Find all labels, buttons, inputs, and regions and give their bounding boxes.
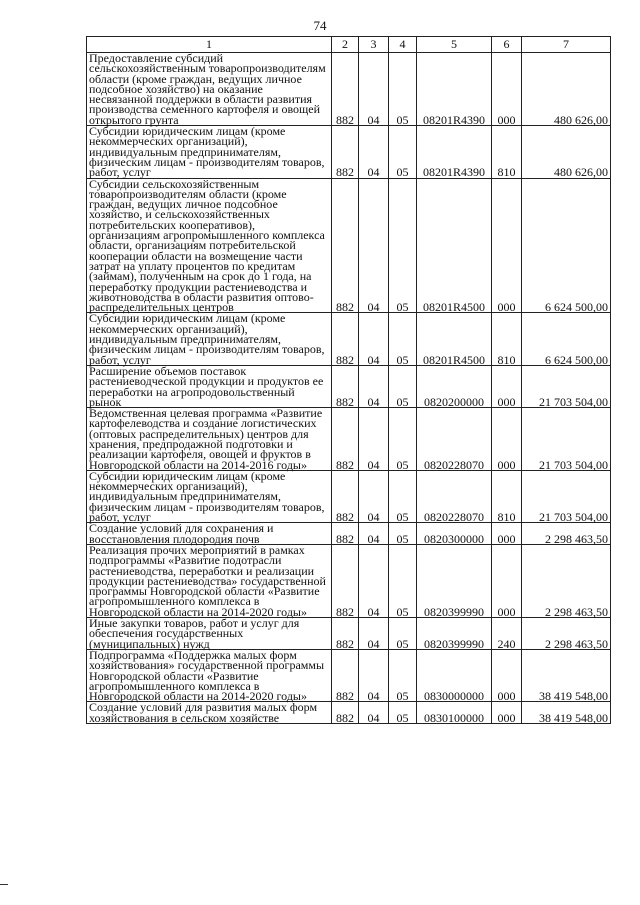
row-description: Субсидии юридическим лицам (кроме некоммерческих организаций), индивидуальным предпринимателям, физическим лицам - производителям товаров, работ, услуг: [87, 313, 332, 365]
amount: 21 703 504,00: [522, 470, 611, 522]
row-description: Субсидии сельскохозяйственным товаропроизводителям области (кроме граждан, ведущих личное подсобное хозяйство, и сельскохозяйственных потребительских кооперативов), организациям агропромышленного комплекса области, организациям потребительской кооперации области на возмещение части затрат на уплату процентов по кредитам (займам), полученным на срок до 1 года, на переработку продукции растениеводства и животноводства в области развития оптово-распределительных центров: [87, 178, 332, 313]
table-row: [87, 408, 611, 471]
table-row: [87, 53, 611, 126]
row-description: Субсидии юридическим лицам (кроме некоммерческих организаций), индивидуальным предпринимателям, физическим лицам - производителям товаров, работ, услуг: [87, 470, 332, 522]
section-code: 04: [359, 53, 389, 126]
row-description: Создание условий для развития малых форм хозяйствования в сельском хозяйстве: [87, 702, 332, 724]
section-code: 04: [359, 649, 389, 701]
department-code: 882: [332, 53, 359, 126]
amount: 2 298 463,50: [522, 523, 611, 545]
target-article-code: 0820200000: [417, 365, 492, 407]
target-article-code: 0830100000: [417, 702, 492, 724]
amount: 480 626,00: [522, 53, 611, 126]
target-article-code: 0820399990: [417, 618, 492, 650]
row-description: Расширение объемов поставок растениеводческой продукции и продуктов ее переработки на агропродовольственный рынок: [87, 365, 332, 407]
table-row: [87, 470, 611, 522]
subsection-code: 05: [389, 702, 417, 724]
table-row: [87, 313, 611, 365]
target-article-code: 08201R4500: [417, 178, 492, 313]
target-article-code: 0820228070: [417, 408, 492, 471]
subsection-code: 05: [389, 126, 417, 178]
department-code: 882: [332, 544, 359, 617]
row-description: Иные закупки товаров, работ и услуг для обеспечения государственных (муниципальных) нужд: [87, 618, 332, 650]
table-row: [87, 544, 611, 617]
section-code: 04: [359, 126, 389, 178]
expense-type-code: 000: [492, 523, 522, 545]
section-code: 04: [359, 178, 389, 313]
amount: 480 626,00: [522, 126, 611, 178]
row-description: Создание условий для сохранения и восстановления плодородия почв: [87, 523, 332, 545]
section-code: 04: [359, 618, 389, 650]
section-code: 04: [359, 313, 389, 365]
table-row: [87, 523, 611, 545]
budget-table: [86, 36, 611, 724]
table-row: [87, 126, 611, 178]
target-article-code: 0820228070: [417, 470, 492, 522]
subsection-code: 05: [389, 313, 417, 365]
expense-type-code: 000: [492, 544, 522, 617]
department-code: 882: [332, 313, 359, 365]
department-code: 882: [332, 618, 359, 650]
row-description: Реализация прочих мероприятий в рамках подпрограммы «Развитие подотрасли растениеводства, переработки и реализации продукции растениеводства» государственной программы Новгородской области «Развитие агропромышленного комплекса в Новгородской области на 2014-2020 годы»: [87, 544, 332, 617]
department-code: 882: [332, 178, 359, 313]
target-article-code: 08201R4500: [417, 313, 492, 365]
department-code: 882: [332, 523, 359, 545]
table-row: [87, 618, 611, 650]
department-code: 882: [332, 470, 359, 522]
department-code: 882: [332, 126, 359, 178]
column-header: 5: [417, 37, 492, 53]
amount: 21 703 504,00: [522, 365, 611, 407]
expense-type-code: 810: [492, 470, 522, 522]
subsection-code: 05: [389, 178, 417, 313]
page-number: 74: [313, 18, 327, 33]
table-row: [87, 702, 611, 724]
row-description: Предоставление субсидий сельскохозяйственным товаропроизводителям области (кроме граждан, ведущих личное подсобное хозяйство) на оказание несвязанной поддержки в области развития производства семенного картофеля и овощей открытого грунта: [87, 53, 332, 126]
subsection-code: 05: [389, 365, 417, 407]
target-article-code: 08201R4390: [417, 126, 492, 178]
column-header: 7: [522, 37, 611, 53]
column-header: 2: [332, 37, 359, 53]
section-code: 04: [359, 544, 389, 617]
row-description: Субсидии юридическим лицам (кроме некоммерческих организаций), индивидуальным предпринимателям, физическим лицам - производителям товаров, работ, услуг: [87, 126, 332, 178]
row-description: Подпрограмма «Поддержка малых форм хозяйствования» государственной программы Новгородской области «Развитие агропромышленного комплекса в Новгородской области на 2014-2020 годы»: [87, 649, 332, 701]
subsection-code: 05: [389, 53, 417, 126]
target-article-code: 0820399990: [417, 544, 492, 617]
column-header: 6: [492, 37, 522, 53]
department-code: 882: [332, 649, 359, 701]
amount: 38 419 548,00: [522, 649, 611, 701]
expense-type-code: 000: [492, 178, 522, 313]
expense-type-code: 000: [492, 408, 522, 471]
amount: 21 703 504,00: [522, 408, 611, 471]
section-code: 04: [359, 702, 389, 724]
section-code: 04: [359, 365, 389, 407]
department-code: 882: [332, 702, 359, 724]
expense-type-code: 000: [492, 53, 522, 126]
expense-type-code: 000: [492, 365, 522, 407]
subsection-code: 05: [389, 523, 417, 545]
subsection-code: 05: [389, 618, 417, 650]
amount: 2 298 463,50: [522, 618, 611, 650]
expense-type-code: 810: [492, 313, 522, 365]
subsection-code: 05: [389, 649, 417, 701]
amount: 38 419 548,00: [522, 702, 611, 724]
column-header: 3: [359, 37, 389, 53]
column-header: 1: [87, 37, 332, 53]
table-row: [87, 649, 611, 701]
amount: 2 298 463,50: [522, 544, 611, 617]
section-code: 04: [359, 408, 389, 471]
department-code: 882: [332, 408, 359, 471]
section-code: 04: [359, 470, 389, 522]
target-article-code: 08201R4390: [417, 53, 492, 126]
amount: 6 624 500,00: [522, 178, 611, 313]
column-header: 4: [389, 37, 417, 53]
amount: 6 624 500,00: [522, 313, 611, 365]
expense-type-code: 240: [492, 618, 522, 650]
expense-type-code: 000: [492, 649, 522, 701]
subsection-code: 05: [389, 544, 417, 617]
expense-type-code: 000: [492, 702, 522, 724]
section-code: 04: [359, 523, 389, 545]
department-code: 882: [332, 365, 359, 407]
row-description: Ведомственная целевая программа «Развитие картофелеводства и создание логистических (оптовых распределительных) центров для хранения, предпродажной подготовки и реализации картофеля, овощей и фруктов в Новгородской области на 2014-2016 годы»: [87, 408, 332, 471]
expense-type-code: 810: [492, 126, 522, 178]
margin-mark: [0, 884, 8, 885]
subsection-code: 05: [389, 408, 417, 471]
table-row: [87, 178, 611, 313]
target-article-code: 0820300000: [417, 523, 492, 545]
subsection-code: 05: [389, 470, 417, 522]
target-article-code: 0830000000: [417, 649, 492, 701]
table-row: [87, 365, 611, 407]
